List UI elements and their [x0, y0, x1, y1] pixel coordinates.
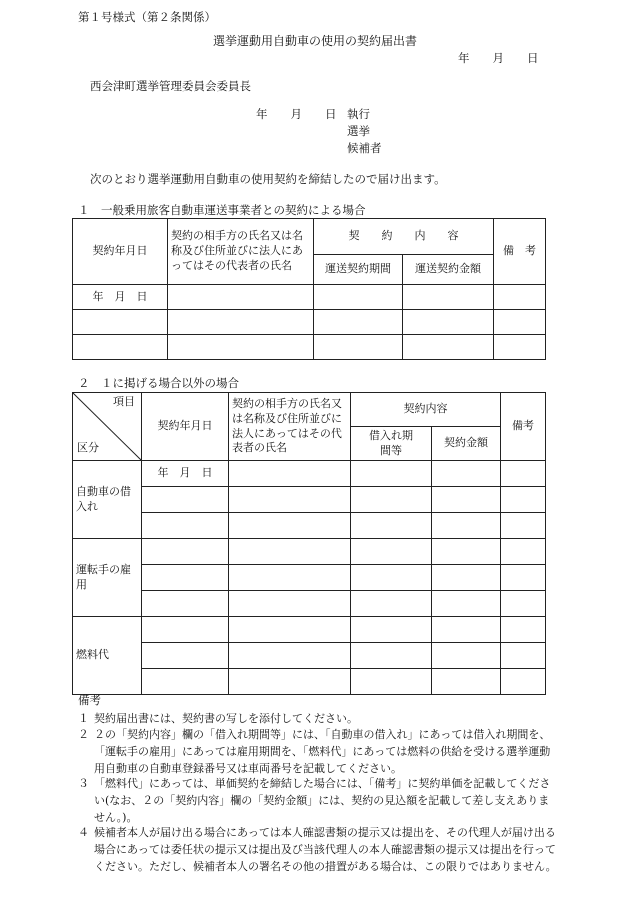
s2-cell[interactable]	[501, 669, 546, 695]
note-text: ２の「契約内容」欄の「借入れ期間等」には、「自動車の借入れ」にあっては借入れ期間を、「運転手の雇用」にあっては雇用期間を、「燃料代」にあっては燃料の供給を受ける選挙運動用自動車の自動車登録番号又は車両番号を記載してください。	[94, 728, 551, 775]
s1-cell[interactable]	[494, 310, 546, 335]
s1-cell[interactable]	[494, 335, 546, 360]
note-item	[78, 726, 558, 777]
s2-cell[interactable]	[229, 513, 351, 539]
s1-cell[interactable]	[403, 310, 494, 335]
note-item	[78, 824, 558, 875]
s2-header-remarks: 備考	[501, 393, 546, 461]
s2-category-car-rental: 自動車の借入れ	[73, 461, 142, 539]
s2-cell[interactable]	[501, 513, 546, 539]
s2-cell[interactable]	[432, 539, 501, 565]
s1-cell[interactable]	[73, 335, 168, 360]
s2-cell[interactable]	[501, 487, 546, 513]
s1-cell[interactable]	[314, 285, 403, 310]
s2-cell[interactable]	[351, 617, 432, 643]
s2-cell[interactable]	[351, 487, 432, 513]
s2-header-item: 項目	[113, 395, 135, 408]
section2-table	[72, 392, 546, 695]
s1-cell[interactable]	[314, 310, 403, 335]
form-number: 第１号様式（第２条関係）	[78, 10, 216, 24]
s2-cell[interactable]	[229, 539, 351, 565]
s2-cell[interactable]	[432, 643, 501, 669]
s2-cell[interactable]	[432, 617, 501, 643]
s2-cell[interactable]	[432, 513, 501, 539]
s2-cell[interactable]	[142, 487, 229, 513]
election-word: 選挙	[347, 124, 370, 138]
s2-cell[interactable]	[501, 461, 546, 487]
s2-cell[interactable]	[351, 669, 432, 695]
s2-cell[interactable]	[432, 487, 501, 513]
s2-cell[interactable]	[142, 513, 229, 539]
s1-cell[interactable]	[494, 285, 546, 310]
note-number: ４	[78, 826, 89, 839]
s2-cell[interactable]	[142, 643, 229, 669]
intro-text: 次のとおり選挙運動用自動車の使用契約を締結したので届け出ます。	[90, 172, 446, 186]
s1-cell[interactable]	[403, 285, 494, 310]
note-number: ２	[78, 728, 89, 741]
s2-cell[interactable]	[229, 461, 351, 487]
s1-cell[interactable]	[168, 310, 314, 335]
s2-cell[interactable]	[229, 591, 351, 617]
s2-cell[interactable]	[142, 591, 229, 617]
s2-cell[interactable]	[432, 461, 501, 487]
s1-header-party: 契約の相手方の氏名又は名称及び住所並びに法人にあってはその代表者の氏名	[168, 219, 314, 285]
s2-header-amount: 契約金額	[432, 427, 501, 461]
s1-cell[interactable]	[314, 335, 403, 360]
s2-cell[interactable]	[142, 539, 229, 565]
s1-header-remarks: 備 考	[494, 219, 546, 285]
s1-cell[interactable]	[168, 335, 314, 360]
section1-table	[72, 218, 546, 360]
s2-cell[interactable]	[229, 487, 351, 513]
s1-header-amount: 運送契約金額	[403, 255, 494, 285]
s2-cell[interactable]	[432, 565, 501, 591]
note-number: ３	[78, 777, 89, 790]
s2-cell[interactable]	[351, 643, 432, 669]
s2-row-date[interactable]: 年 月 日	[142, 461, 229, 487]
election-date: 年 月 日	[256, 107, 337, 121]
s2-cell[interactable]	[501, 643, 546, 669]
s1-header-contract-date: 契約年月日	[73, 219, 168, 285]
addressee: 西会津町選挙管理委員会委員長	[90, 79, 251, 93]
s1-header-period: 運送契約期間	[314, 255, 403, 285]
note-number: １	[78, 712, 89, 725]
s1-cell[interactable]	[403, 335, 494, 360]
s2-cell[interactable]	[351, 565, 432, 591]
s2-cell[interactable]	[229, 617, 351, 643]
s1-row	[73, 285, 546, 310]
s1-cell[interactable]	[168, 285, 314, 310]
s2-header-party: 契約の相手方の氏名又は名称及び住所並びに法人にあってはその代表者の氏名	[229, 393, 351, 461]
note-text: 「燃料代」にあっては、単価契約を締結した場合には、「備考」に契約単価を記載してください(なお、２の「契約内容」欄の「契約金額」には、契約の見込額を記載して差し支えありません。)。	[94, 777, 551, 824]
s2-header-period: 借入れ期間等	[351, 427, 432, 461]
s2-category-driver-hire: 運転手の雇用	[73, 539, 142, 617]
candidate-label: 候補者	[347, 141, 382, 155]
s2-cell[interactable]	[501, 591, 546, 617]
note-item	[78, 775, 558, 826]
section2-heading: ２ １に掲げる場合以外の場合	[78, 376, 239, 390]
s2-cell[interactable]	[229, 565, 351, 591]
s2-header-category: 区分	[77, 441, 99, 455]
s1-header-contract-content: 契 約 内 容	[314, 219, 494, 255]
note-text: 契約届出書には、契約書の写しを添付してください。	[94, 712, 358, 725]
s2-cell[interactable]	[351, 591, 432, 617]
s2-cell[interactable]	[432, 669, 501, 695]
s2-cell[interactable]	[142, 617, 229, 643]
submission-date: 年 月 日	[458, 51, 539, 65]
note-item	[78, 710, 558, 727]
s2-header-item-category	[73, 393, 142, 461]
note-text: 候補者本人が届け出る場合にあっては本人確認書類の提示又は提出を、その代理人が届け出る場合にあっては委任状の提示又は提出及び当該代理人の本人確認書類の提示又は提出を行ってください。ただし、候補者本人の署名その他の措置がある場合は、この限りではありません。	[94, 826, 557, 873]
s1-row	[73, 335, 546, 360]
s2-header-contract-date: 契約年月日	[142, 393, 229, 461]
s2-cell[interactable]	[351, 513, 432, 539]
s2-cell[interactable]	[432, 591, 501, 617]
election-suffix: 執行	[347, 107, 370, 121]
notes-heading: 備考	[78, 693, 101, 707]
s2-cell[interactable]	[351, 461, 432, 487]
s2-cell[interactable]	[351, 539, 432, 565]
s2-cell[interactable]	[501, 565, 546, 591]
s1-row-date[interactable]: 年 月 日	[73, 285, 168, 310]
s2-cell[interactable]	[229, 643, 351, 669]
s2-cell[interactable]	[501, 539, 546, 565]
s2-header-contract-content: 契約内容	[351, 393, 501, 427]
s2-cell[interactable]	[229, 669, 351, 695]
document-title: 選挙運動用自動車の使用の契約届出書	[212, 34, 417, 48]
s1-cell[interactable]	[73, 310, 168, 335]
s2-cell[interactable]	[142, 565, 229, 591]
s2-cell[interactable]	[142, 669, 229, 695]
s2-cell[interactable]	[501, 617, 546, 643]
s2-category-fuel: 燃料代	[73, 617, 142, 695]
section1-heading: １ 一般乗用旅客自動車運送事業者との契約による場合	[78, 203, 366, 217]
s1-row	[73, 310, 546, 335]
